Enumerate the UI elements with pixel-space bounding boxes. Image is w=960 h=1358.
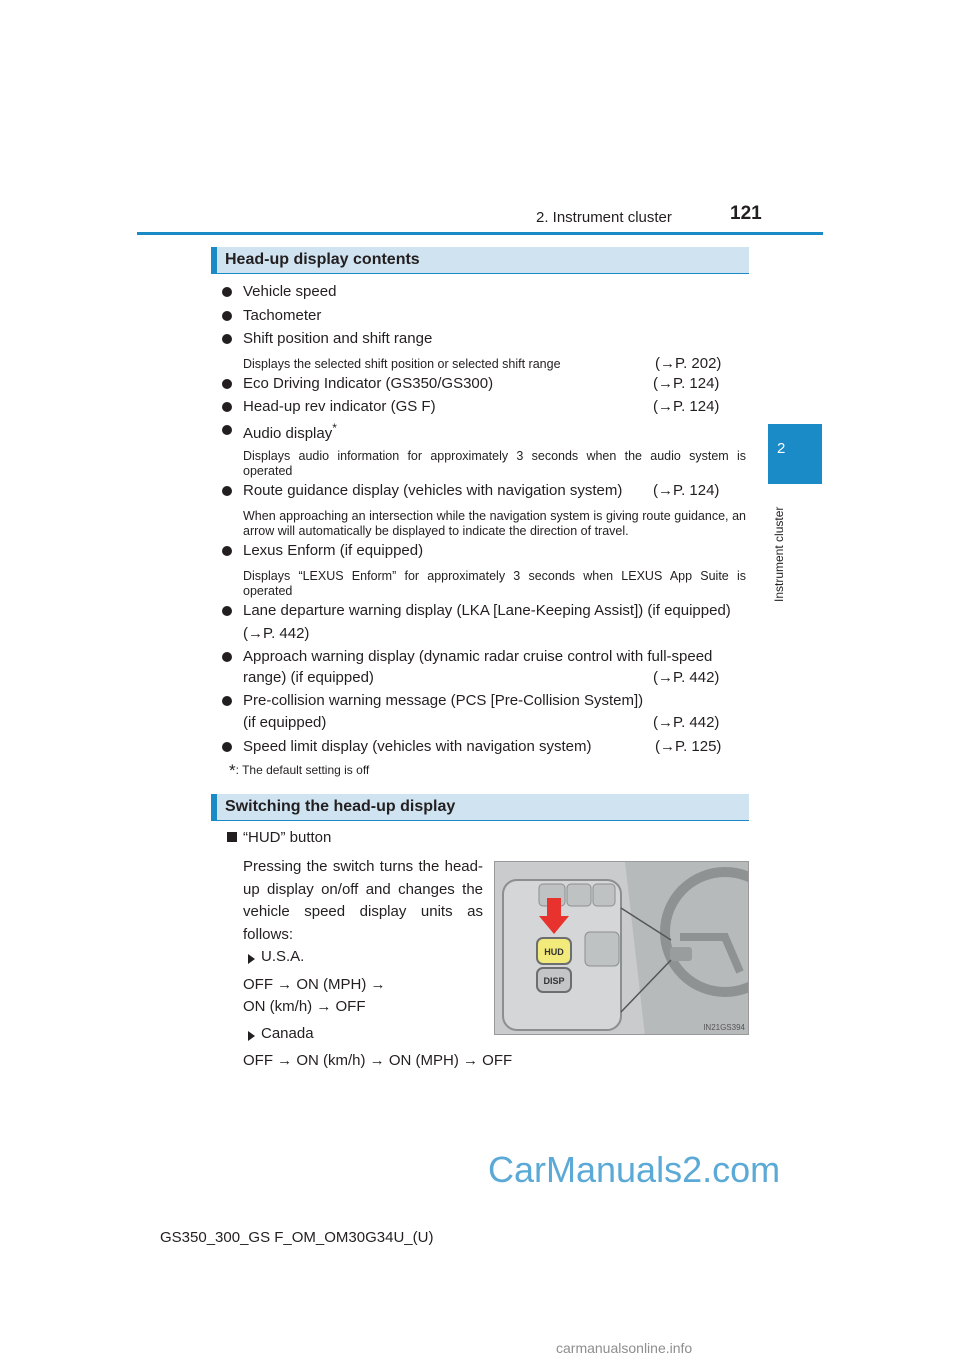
- bullet-icon: [222, 402, 232, 412]
- item-text-line2: range) (if equipped): [243, 669, 374, 686]
- page-ref: (→P. 124): [653, 482, 720, 499]
- item-note: Displays the selected shift position or selected shift range: [243, 357, 561, 371]
- region-label-canada: Canada: [261, 1025, 314, 1042]
- document-id: GS350_300_GS F_OM_OM30G34U_(U): [160, 1229, 434, 1246]
- section-header-switching: [211, 794, 749, 821]
- item-text: Approach warning display (dynamic radar cruise control with full-speed: [243, 648, 713, 665]
- item-text: Route guidance display (vehicles with navigation system): [243, 482, 623, 499]
- item-text: Speed limit display (vehicles with navigation system): [243, 738, 592, 755]
- item-text: Vehicle speed: [243, 283, 337, 300]
- square-bullet-icon: [227, 832, 237, 842]
- region-label-usa: U.S.A.: [261, 948, 305, 965]
- footnote-mark: *: [229, 761, 236, 780]
- page-ref: (→P. 442): [653, 669, 720, 686]
- section-header-contents: [211, 247, 749, 274]
- item-note: When approaching an intersection while the navigation system is giving route guidance, an arrow will automatically be displayed to indicate the direction of travel.: [243, 509, 746, 538]
- chapter-tab-label-text: Instrument cluster: [772, 506, 786, 602]
- sequence-usa-line1: OFF → ON (MPH) →: [243, 976, 386, 993]
- sequence-usa-line2: ON (km/h) → OFF: [243, 998, 366, 1015]
- bullet-icon: [222, 742, 232, 752]
- section-title: Head-up display contents: [225, 251, 420, 268]
- bullet-icon: [222, 696, 232, 706]
- page-ref: (→P. 125): [655, 738, 722, 755]
- item-note: Displays audio information for approximately 3 seconds when the audio system is operated: [243, 449, 746, 478]
- bullet-icon: [222, 379, 232, 389]
- item-text: Head-up rev indicator (GS F): [243, 398, 436, 415]
- footnote-text: : The default setting is off: [235, 763, 370, 777]
- bullet-icon: [222, 606, 232, 616]
- page-number: 121: [730, 203, 762, 224]
- chapter-tab-label: [770, 492, 790, 612]
- item-text: Eco Driving Indicator (GS350/GS300): [243, 375, 494, 392]
- bullet-icon: [222, 287, 232, 297]
- page-ref: (→P. 124): [653, 398, 720, 415]
- page-ref: (→P. 442): [653, 714, 720, 731]
- bullet-icon: [222, 334, 232, 344]
- sequence-canada: OFF → ON (km/h) → ON (MPH) → OFF: [243, 1052, 513, 1069]
- item-note: Displays “LEXUS Enform” for approximately 3 seconds when LEXUS App Suite is operated: [243, 569, 746, 598]
- page-ref: (→P. 124): [653, 375, 720, 392]
- triangle-bullet-icon: [248, 954, 255, 964]
- illustration-code: IN21GS394: [703, 1023, 745, 1032]
- chapter-title: 2. Instrument cluster: [536, 209, 672, 226]
- item-text: Lexus Enform (if equipped): [243, 542, 424, 559]
- item-text-line2: (→P. 442): [243, 625, 310, 642]
- bullet-icon: [222, 546, 232, 556]
- hud-description: Pressing the switch turns the head-up display on/off and changes the vehicle speed display units as follows:: [243, 858, 483, 943]
- item-text: Lane departure warning display (LKA [Lane-Keeping Assist]) (if equipped): [243, 602, 731, 619]
- watermark: CarManuals2.com: [488, 1149, 781, 1190]
- chapter-tab-number: 2: [777, 440, 786, 457]
- footnote: [229, 761, 369, 781]
- watermark-bottom: carmanualsonline.info: [556, 1340, 693, 1356]
- item-text: [243, 421, 337, 442]
- subsection-title: “HUD” button: [243, 829, 332, 846]
- bullet-icon: [222, 425, 232, 435]
- footnote-mark: *: [332, 421, 337, 435]
- section-title: Switching the head-up display: [225, 798, 456, 815]
- item-text-line2: (if equipped): [243, 714, 327, 731]
- disp-key-label: DISP: [543, 976, 565, 986]
- page-ref: (→P. 202): [655, 355, 722, 372]
- item-text: Pre-collision warning message (PCS [Pre-Collision System]): [243, 692, 644, 709]
- item-text: Shift position and shift range: [243, 330, 433, 347]
- triangle-bullet-icon: [248, 1031, 255, 1041]
- dashboard-illustration: [495, 862, 749, 1035]
- header-rule: [137, 232, 823, 235]
- item-text: Tachometer: [243, 307, 322, 324]
- bullet-icon: [222, 652, 232, 662]
- hud-key-label: HUD: [544, 947, 564, 957]
- item-text-main: Audio display: [243, 425, 333, 442]
- hud-button-illustration: [494, 861, 749, 1035]
- bullet-icon: [222, 486, 232, 496]
- bullet-icon: [222, 311, 232, 321]
